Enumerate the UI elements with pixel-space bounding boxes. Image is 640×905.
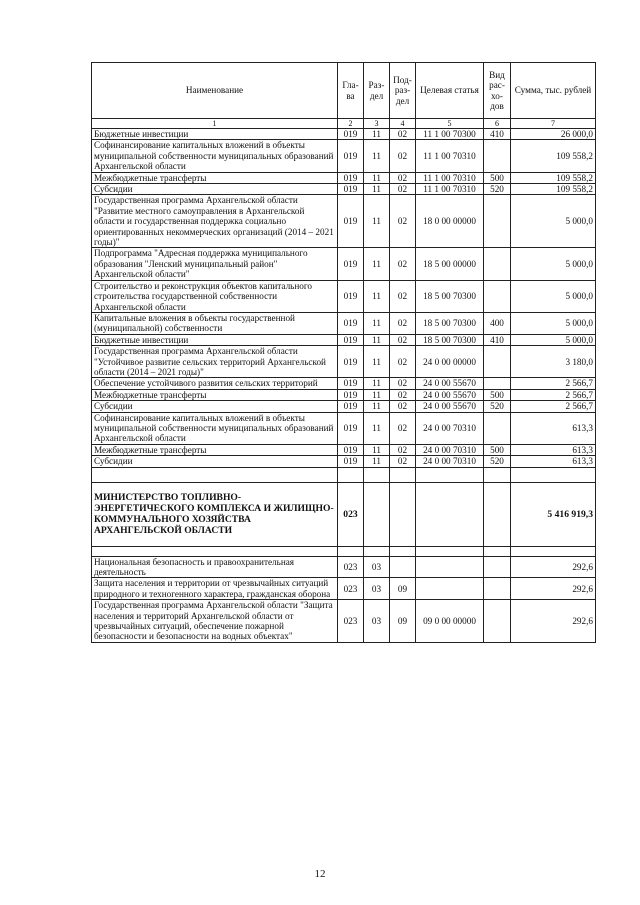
row-razdel: 11	[364, 456, 390, 467]
budget-table	[91, 62, 596, 643]
row-vid: 410	[484, 129, 511, 140]
table-row	[92, 578, 596, 600]
row-razdel: 11	[364, 280, 390, 312]
row-tselevaya: 11 1 00 70300	[416, 129, 484, 140]
table-row	[92, 312, 596, 334]
row-summa: 292,6	[511, 578, 596, 600]
header-tselevaya: Целевая статья	[416, 63, 484, 119]
spacer-row	[92, 546, 596, 556]
ministry-name: МИНИСТЕРСТВО ТОПЛИВНО-ЭНЕРГЕТИЧЕСКОГО КОМПЛЕКСА И ЖИЛИЩНО-КОММУНАЛЬНОГО ХОЗЯЙСТВА АРХАНГЕЛЬСКОЙ ОБЛАСТИ	[92, 482, 338, 546]
row-tselevaya: 24 0 00 55670	[416, 401, 484, 412]
header-summa: Сумма, тыс. рублей	[511, 63, 596, 119]
row-tselevaya: 11 1 00 70310	[416, 184, 484, 195]
row-glava: 019	[338, 412, 364, 444]
row-podrazdel: 02	[390, 195, 416, 248]
row-vid	[484, 280, 511, 312]
row-summa: 5 000,0	[511, 280, 596, 312]
row-summa: 3 180,0	[511, 346, 596, 378]
row-summa: 109 558,2	[511, 172, 596, 183]
row-razdel: 11	[364, 129, 390, 140]
row-glava: 019	[338, 444, 364, 455]
table-row	[92, 140, 596, 172]
row-podrazdel: 02	[390, 184, 416, 195]
row-glava: 019	[338, 195, 364, 248]
row-summa: 26 000,0	[511, 129, 596, 140]
row-glava: 019	[338, 456, 364, 467]
row-vid: 520	[484, 184, 511, 195]
row-razdel: 11	[364, 195, 390, 248]
row-name: Бюджетные инвестиции	[92, 334, 338, 345]
row-vid	[484, 248, 511, 280]
row-summa: 292,6	[511, 600, 596, 643]
column-index-cell: 2	[338, 119, 364, 129]
row-podrazdel: 02	[390, 334, 416, 345]
row-tselevaya: 09 0 00 00000	[416, 600, 484, 643]
header-podrazdel: Под-раз-дел	[390, 63, 416, 119]
row-name: Бюджетные инвестиции	[92, 129, 338, 140]
row-tselevaya: 11 1 00 70310	[416, 140, 484, 172]
row-vid	[484, 556, 511, 578]
row-razdel: 11	[364, 248, 390, 280]
row-name: Капитальные вложения в объекты государственной (муниципальной) собственности	[92, 312, 338, 334]
row-name: Подпрограмма "Адресная поддержка муниципального образования "Ленский муниципальный район" Архангельской области"	[92, 248, 338, 280]
table-row	[92, 172, 596, 183]
row-name: Государственная программа Архангельской области "Развитие местного самоуправления в Архангельской области и государственная поддержка социально ориентированных некоммерческих организаций (2014 – 2021 годы)"	[92, 195, 338, 248]
row-summa: 613,3	[511, 412, 596, 444]
row-podrazdel: 02	[390, 401, 416, 412]
row-vid	[484, 140, 511, 172]
row-razdel: 11	[364, 346, 390, 378]
header-vid: Вид рас-хо-дов	[484, 63, 511, 119]
row-razdel: 11	[364, 140, 390, 172]
row-tselevaya: 18 5 00 70300	[416, 312, 484, 334]
row-vid	[484, 346, 511, 378]
row-vid: 500	[484, 389, 511, 400]
row-podrazdel: 02	[390, 389, 416, 400]
row-razdel: 11	[364, 312, 390, 334]
row-podrazdel: 02	[390, 412, 416, 444]
table-row	[92, 444, 596, 455]
row-podrazdel: 02	[390, 378, 416, 389]
row-razdel: 11	[364, 184, 390, 195]
table-row	[92, 195, 596, 248]
row-glava: 019	[338, 312, 364, 334]
row-name: Межбюджетные трансферты	[92, 172, 338, 183]
column-index-cell: 4	[390, 119, 416, 129]
row-tselevaya: 18 0 00 00000	[416, 195, 484, 248]
column-index-row	[92, 119, 596, 129]
column-index-cell: 6	[484, 119, 511, 129]
row-vid	[484, 195, 511, 248]
row-summa: 613,3	[511, 444, 596, 455]
row-tselevaya: 24 0 00 55670	[416, 389, 484, 400]
row-name: Государственная программа Архангельской области "Защита населения и территорий Архангельской области от чрезвычайных ситуаций, обеспечение пожарной безопасности и безопасности на водных объектах"	[92, 600, 338, 643]
row-vid: 520	[484, 456, 511, 467]
column-index-cell: 5	[416, 119, 484, 129]
row-glava: 019	[338, 140, 364, 172]
header-name: Наименование	[92, 63, 338, 119]
row-vid: 500	[484, 172, 511, 183]
table-row	[92, 280, 596, 312]
row-name: Субсидии	[92, 184, 338, 195]
row-vid	[484, 412, 511, 444]
row-podrazdel: 02	[390, 248, 416, 280]
row-podrazdel: 02	[390, 140, 416, 172]
page-number: 12	[314, 868, 326, 880]
spacer-row	[92, 467, 596, 482]
column-index-cell: 1	[92, 119, 338, 129]
row-tselevaya: 24 0 00 55670	[416, 378, 484, 389]
row-tselevaya	[416, 578, 484, 600]
row-podrazdel: 02	[390, 456, 416, 467]
row-glava: 023	[338, 578, 364, 600]
table-row	[92, 184, 596, 195]
row-name: Защита населения и территории от чрезвычайных ситуаций природного и техногенного характера, гражданская оборона	[92, 578, 338, 600]
header-glava: Гла-ва	[338, 63, 364, 119]
row-podrazdel: 02	[390, 312, 416, 334]
row-name: Софинансирование капитальных вложений в объекты муниципальной собственности муниципальных образований Архангельской области	[92, 140, 338, 172]
row-name: Межбюджетные трансферты	[92, 389, 338, 400]
row-vid: 410	[484, 334, 511, 345]
row-summa: 5 000,0	[511, 312, 596, 334]
row-vid: 400	[484, 312, 511, 334]
ministry-row	[92, 482, 596, 546]
row-name: Межбюджетные трансферты	[92, 444, 338, 455]
row-podrazdel: 02	[390, 444, 416, 455]
row-razdel: 11	[364, 444, 390, 455]
row-razdel: 11	[364, 334, 390, 345]
row-podrazdel	[390, 556, 416, 578]
row-podrazdel: 02	[390, 129, 416, 140]
ministry-section	[92, 467, 596, 556]
row-summa: 2 566,7	[511, 401, 596, 412]
row-razdel: 03	[364, 556, 390, 578]
table-row	[92, 600, 596, 643]
row-glava: 019	[338, 378, 364, 389]
row-podrazdel: 02	[390, 172, 416, 183]
row-glava: 019	[338, 280, 364, 312]
row-glava: 019	[338, 334, 364, 345]
row-glava: 019	[338, 248, 364, 280]
row-tselevaya: 24 0 00 70310	[416, 412, 484, 444]
row-podrazdel: 09	[390, 578, 416, 600]
row-razdel: 11	[364, 389, 390, 400]
row-tselevaya: 24 0 00 70310	[416, 444, 484, 455]
row-summa: 5 000,0	[511, 195, 596, 248]
table-header	[92, 63, 596, 129]
table-row	[92, 334, 596, 345]
table-row	[92, 248, 596, 280]
ministry-glava: 023	[338, 482, 364, 546]
row-summa: 109 558,2	[511, 184, 596, 195]
row-glava: 023	[338, 600, 364, 643]
column-index-cell: 7	[511, 119, 596, 129]
row-summa: 5 000,0	[511, 248, 596, 280]
row-tselevaya: 24 0 00 00000	[416, 346, 484, 378]
row-tselevaya: 18 5 00 70300	[416, 334, 484, 345]
table-row	[92, 129, 596, 140]
row-name: Национальная безопасность и правоохранительная деятельность	[92, 556, 338, 578]
table-row	[92, 346, 596, 378]
row-tselevaya: 24 0 00 70310	[416, 456, 484, 467]
row-vid: 520	[484, 401, 511, 412]
row-tselevaya: 18 5 00 70300	[416, 280, 484, 312]
row-glava: 019	[338, 389, 364, 400]
row-podrazdel: 09	[390, 600, 416, 643]
row-vid	[484, 578, 511, 600]
row-name: Субсидии	[92, 456, 338, 467]
row-name: Строительство и реконструкция объектов капитального строительства государственной собственности Архангельской области	[92, 280, 338, 312]
header-razdel: Раз-дел	[364, 63, 390, 119]
row-summa: 5 000,0	[511, 334, 596, 345]
row-glava: 019	[338, 129, 364, 140]
column-index-cell: 3	[364, 119, 390, 129]
table-row	[92, 389, 596, 400]
row-name: Субсидии	[92, 401, 338, 412]
row-name: Обеспечение устойчивого развития сельских территорий	[92, 378, 338, 389]
row-summa: 109 558,2	[511, 140, 596, 172]
table-body	[92, 129, 596, 468]
row-razdel: 03	[364, 600, 390, 643]
row-podrazdel: 02	[390, 346, 416, 378]
row-summa: 2 566,7	[511, 389, 596, 400]
row-name: Софинансирование капитальных вложений в объекты муниципальной собственности муниципальных образований Архангельской области	[92, 412, 338, 444]
row-glava: 019	[338, 346, 364, 378]
row-tselevaya	[416, 556, 484, 578]
row-summa: 292,6	[511, 556, 596, 578]
row-tselevaya: 18 5 00 00000	[416, 248, 484, 280]
table-body-2	[92, 556, 596, 642]
row-glava: 019	[338, 172, 364, 183]
row-razdel: 11	[364, 172, 390, 183]
table-row	[92, 456, 596, 467]
table-row	[92, 556, 596, 578]
row-glava: 019	[338, 401, 364, 412]
table-row	[92, 401, 596, 412]
row-razdel: 11	[364, 412, 390, 444]
row-glava: 023	[338, 556, 364, 578]
row-summa: 613,3	[511, 456, 596, 467]
row-podrazdel: 02	[390, 280, 416, 312]
row-glava: 019	[338, 184, 364, 195]
row-razdel: 11	[364, 401, 390, 412]
row-tselevaya: 11 1 00 70310	[416, 172, 484, 183]
row-summa: 2 566,7	[511, 378, 596, 389]
row-vid: 500	[484, 444, 511, 455]
table-row	[92, 412, 596, 444]
row-name: Государственная программа Архангельской области "Устойчивое развитие сельских территорий Архангельской области (2014 – 2021 годы)"	[92, 346, 338, 378]
row-razdel: 03	[364, 578, 390, 600]
row-vid	[484, 378, 511, 389]
row-vid	[484, 600, 511, 643]
table-row	[92, 378, 596, 389]
ministry-summa: 5 416 919,3	[511, 482, 596, 546]
row-razdel: 11	[364, 378, 390, 389]
